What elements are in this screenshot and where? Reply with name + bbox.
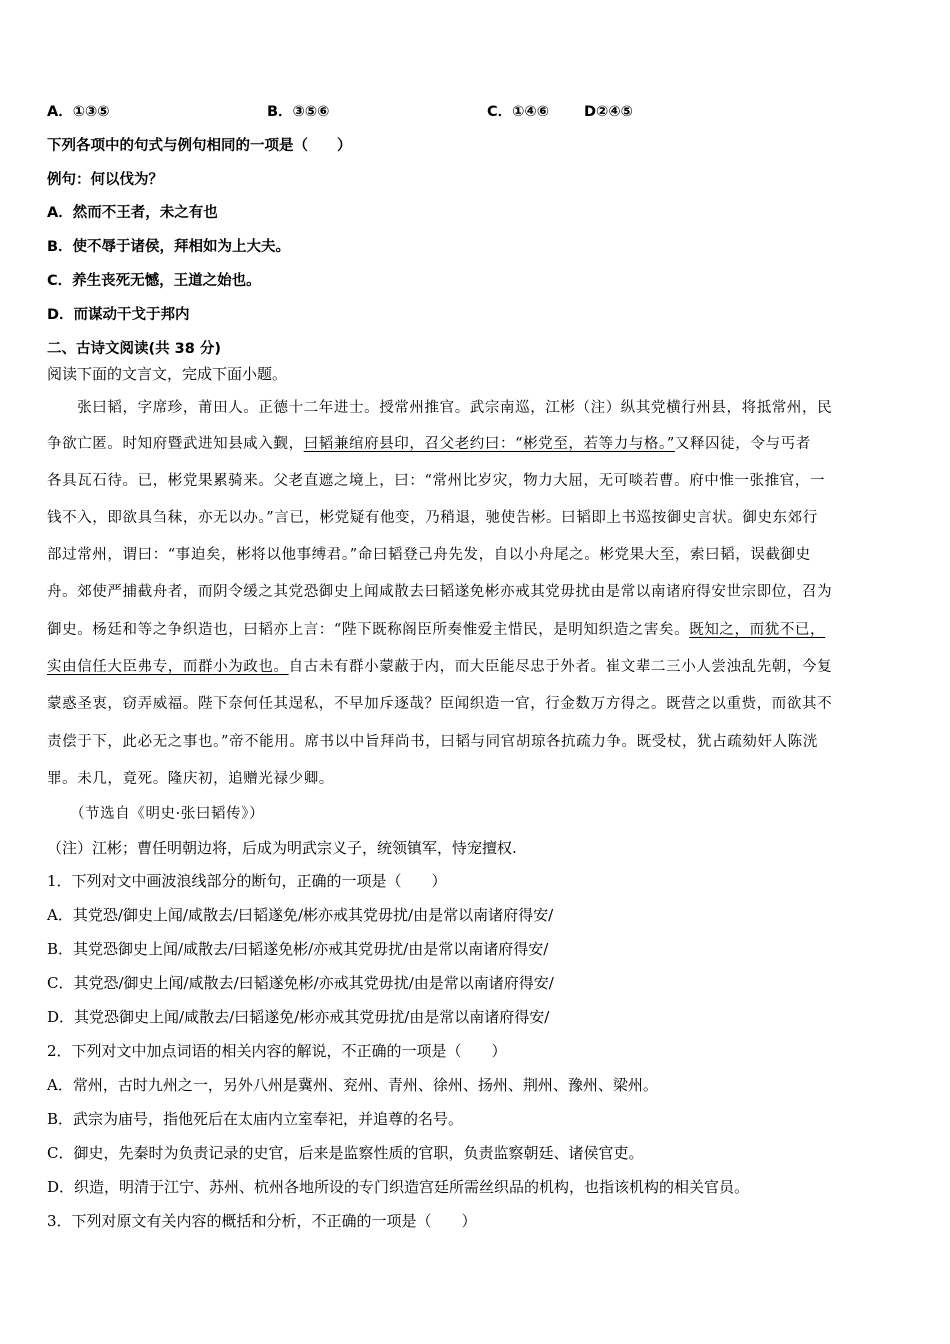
option-d: D②④⑤ xyxy=(584,104,633,120)
passage-line xyxy=(47,620,825,640)
wavy-underlined-sentence: 其党恐御史上闻咸散去曰韬遂免彬亦戒其党毋扰由是常以南诸府得安 xyxy=(273,584,727,600)
q2-option-d: D．织造，明清于江宁、苏州、杭州各地所设的专门织造宫廷所需丝织品的机构，也指该机构的相关官员。 xyxy=(47,1178,750,1196)
passage-text: 世宗即位，召为 xyxy=(726,584,833,600)
passage-line xyxy=(47,434,811,454)
passage-line: 蒙惑圣衷，窃弄威福。陛下奈何任其逞私，不早加斥逐哉？臣闻织造一官，行金数万方得之。既营之以重赀，而欲其不 xyxy=(47,696,833,712)
passage-line: 张曰韬，字席珍，莆田人。正德十二年进士。授常州推官。武宗南巡，江彬（注）纵其党横行州县，将抵常州，民 xyxy=(47,400,833,416)
passage-line: 钱不入，即欲具刍秣，亦无以办。”言已，彬党疑有他变，乃稍退，驰使告彬。曰韬即上书巡按御史言状。御史东郊行 xyxy=(47,510,818,526)
section-heading: 二、古诗文阅读(共 38 分) xyxy=(47,341,222,357)
syntax-question-stem: 下列各项中的句式与例句相同的一项是（ ） xyxy=(47,138,352,154)
annotation-note: （注）江彬；曹任明朝边将，后成为明武宗义子，统领镇军，恃宠擅权. xyxy=(47,839,517,857)
q2-stem: 2．下列对文中加点词语的相关内容的解说，不正确的一项是（ ） xyxy=(47,1042,507,1060)
q2-option-a: A．常州，古时九州之一，另外八州是冀州、兖州、青州、徐州、扬州、荆州、豫州、梁州。 xyxy=(47,1076,658,1094)
passage-source: （节选自《明史·张曰韬传》） xyxy=(47,806,265,822)
q1-option-b: B．其党恐御史上闻/咸散去/曰韬遂免彬/亦戒其党毋扰/由是常以南诸府得安/ xyxy=(47,940,549,958)
passage-line: 责偿于下，此必无之事也。”帝不能用。席书以中旨拜尚书，曰韬与同官胡琼各抗疏力争。既受杖，犹占疏劾奸人陈洸 xyxy=(47,734,818,750)
section-intro: 阅读下面的文言文，完成下面小题。 xyxy=(47,365,288,383)
underlined-sentence: 既知之，而犹不已， xyxy=(689,622,826,638)
syntax-option-b: B．使不辱于诸侯，拜相如为上大夫。 xyxy=(47,239,291,255)
passage-line xyxy=(47,657,832,677)
q1-option-c: C．其党恐/御史上闻/咸散去/曰韬遂免彬/亦戒其党毋扰/由是常以南诸府得安/ xyxy=(47,974,554,992)
passage-text: 舟。郊使严捕截舟者，而阴令缓之 xyxy=(47,584,274,600)
underlined-sentence: 实由信任大臣弗专，而群小为政也。 xyxy=(47,659,289,675)
q2-option-c: C．御史，先秦时为负责记录的史官，后来是监察性质的官职，负责监察朝廷、诸侯官吏。 xyxy=(47,1144,644,1162)
passage-line: 部过常州，谓曰：“事迫矣，彬将以他事缚君。”命曰韬登己舟先发，自以小舟尾之。彬党果大至，索曰韬，误截御史 xyxy=(47,547,811,563)
option-c: C．①④⑥ xyxy=(487,104,549,120)
option-a: A．①③⑤ xyxy=(47,104,110,120)
passage-text: 争欲亡匿。时知府暨武进知县咸入觐， xyxy=(47,436,304,452)
q1-option-d: D．其党恐御史上闻/咸散去/曰韬遂免/彬亦戒其党毋扰/由是常以南诸府得安/ xyxy=(47,1008,550,1026)
passage-text: 自古未有群小蒙蔽于内，而大臣能尽忠于外者。崔文辈二三小人尝浊乱先朝，今复 xyxy=(288,659,833,675)
syntax-option-a: A．然而不王者，未之有也 xyxy=(47,205,218,221)
q3-stem: 3．下列对原文有关内容的概括和分析，不正确的一项是（ ） xyxy=(47,1212,477,1230)
syntax-example: 例句：何以伐为？ xyxy=(47,172,163,188)
passage-text: 又释囚徒，令与丐者 xyxy=(674,436,811,452)
passage-text: 御史。杨廷和等之争织造也，曰韬亦上言：“陛下既称阁臣所奏惟爱主惜民，是明知织造之害矣。 xyxy=(47,622,690,638)
passage-line: 罪。未几，竟死。隆庆初，追赠光禄少卿。 xyxy=(47,771,334,787)
syntax-option-c: C．养生丧死无憾，王道之始也。 xyxy=(47,273,261,289)
option-b: B．③⑤⑥ xyxy=(267,104,330,120)
passage-line: 各具瓦石待。已，彬党果累骑来。父老直遮之境上，曰：“常州比岁灾，物力大屈，无可啖若曹。府中惟一张推官，一 xyxy=(47,473,826,489)
passage-line xyxy=(47,582,832,602)
q1-option-a: A．其党恐/御史上闻/咸散去/曰韬遂免/彬亦戒其党毋扰/由是常以南诸府得安/ xyxy=(47,906,554,924)
syntax-option-d: D．而谋动干戈于邦内 xyxy=(47,307,190,323)
q1-stem: 1．下列对文中画波浪线部分的断句，正确的一项是（ ） xyxy=(47,872,447,890)
q2-option-b: B．武宗为庙号，指他死后在太庙内立室奉祀，并追尊的名号。 xyxy=(47,1110,464,1128)
underlined-sentence: 曰韬兼绾府县印，召父老约曰：“彬党至，若等力与格。” xyxy=(303,436,675,452)
